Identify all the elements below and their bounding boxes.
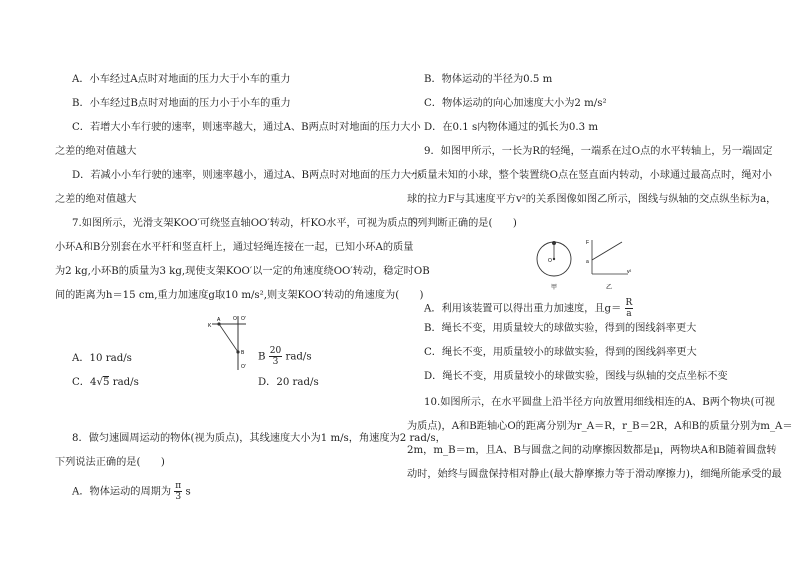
q7-stem-line2: 小环A和B分别套在水平杆和竖直杆上，通过轻绳连接在一起，已知小环A的质量 <box>55 242 414 253</box>
q6-option-d: D．若减小小车行驶的速率，则速率越小，通过A、B两点时对地面的压力大小 <box>72 170 422 181</box>
q9-option-d: D．绳长不变，用质量较小的球做实验，图线与纵轴的交点坐标不变 <box>424 371 728 382</box>
q7-figure <box>208 310 252 372</box>
q8-option-a: A．物体运动的周期为 $\frac{\pi}{3}$ s <box>72 481 191 502</box>
q7-stem-line4: 间的距离为h＝15 cm,重力加速度g取10 m/s²,则支架KOO′转动的角速度为( ) <box>55 290 424 301</box>
q9-option-b: B．绳长不变，用质量较大的球做实验，得到的图线斜率更大 <box>424 323 697 334</box>
q7-option-a: A．10 rad/s <box>72 353 132 364</box>
fig7-label-o2: O′ <box>241 316 246 322</box>
q8-option-d: D．在0.1 s内物体通过的弧长为0.3 m <box>424 122 598 133</box>
q8-stem-line1: 8．做匀速圆周运动的物体(视为质点)，其线速度大小为1 m/s，角速度为2 rad/s， <box>72 433 446 444</box>
q9-option-c: C．绳长不变，用质量较小的球做实验，得到的图线斜率更大 <box>424 347 697 358</box>
q10-stem-line3: 2m，m_B＝m，且A、B与圆盘之间的动摩擦因数都是μ，两物块A和B随着圆盘转 <box>407 445 777 456</box>
q7-stem-line1: 7.如图所示，光滑支架KOO′可绕竖直轴OO′转动，杆KO水平，可视为质点的 <box>72 218 418 229</box>
q7-stem-line3: 为2 kg,小环B的质量为3 kg,现使支架KOO′以一定的角速度绕OO′转动，稳定时OB <box>55 266 430 277</box>
q9-option-a: A．利用该装置可以得出重力加速度，且g＝ $\frac{R}{a}$ <box>424 298 633 319</box>
q9-stem-line1: 9．如图甲所示，一长为R的轻绳，一端系在过O点的水平转轴上，另一端固定 <box>424 146 773 157</box>
q8-option-c: C．物体运动的向心加速度大小为2 m/s² <box>424 98 607 109</box>
q10-stem-line2: 为质点)，A和B距轴心O的距离分别为r_A＝R，r_B＝2R，A和B的质量分别为m_A＝ <box>407 421 793 432</box>
q9-stem-line4: 下列判断正确的是( ) <box>407 218 517 229</box>
q7-option-c: C．4√5 rad/s <box>72 377 139 388</box>
q9-stem-line2: 一质量未知的小球，整个装置绕O点在竖直面内转动，小球通过最高点时，绳对小 <box>407 170 772 181</box>
fig9-label-o: O <box>548 258 552 264</box>
fig9-label-yi: 乙 <box>606 285 613 291</box>
q8-option-b: B．物体运动的半径为0.5 m <box>424 74 553 85</box>
q7-option-d: D．20 rad/s <box>258 377 319 388</box>
q9-figure-yi <box>584 236 636 292</box>
q10-stem-line4: 动时，始终与圆盘保持相对静止(最大静摩擦力等于滑动摩擦力)，细绳所能承受的最 <box>407 469 782 480</box>
q9-stem-line3: 球的拉力F与其速度平方v²的关系图像如图乙所示，图线与纵轴的交点纵坐标为a， <box>407 194 777 205</box>
q7-option-b: B $\frac{20}{3}$ rad/s <box>258 346 312 367</box>
q9-figure-jia <box>534 236 578 292</box>
fig7-label-k: K <box>208 323 212 329</box>
q6-option-b: B．小车经过B点时对地面的压力小于小车的重力 <box>72 98 291 109</box>
q6-option-c-cont: 之差的绝对值越大 <box>55 146 137 157</box>
fig7-label-a: A <box>217 317 221 323</box>
fig9-label-v2: v² <box>627 269 632 275</box>
fig7-label-bottom: O′ <box>241 364 246 370</box>
fig9-label-a: a <box>586 259 589 265</box>
q6-option-c: C．若增大小车行驶的速率，则速率越大，通过A、B两点时对地面的压力大小 <box>72 122 421 133</box>
q6-option-a: A．小车经过A点时对地面的压力大于小车的重力 <box>72 74 291 85</box>
q8-stem-line2: 下列说法正确的是( ) <box>55 457 165 468</box>
fig9-label-jia: 甲 <box>551 285 558 291</box>
fig7-label-b: B <box>241 350 245 356</box>
q6-option-d-cont: 之差的绝对值越大 <box>55 194 137 205</box>
q10-stem-line1: 10.如图所示，在水平圆盘上沿半径方向放置用细线相连的A、B两个物块(可视 <box>424 397 775 408</box>
fig7-label-o: O <box>233 316 237 322</box>
fig9-label-f: F <box>586 240 590 246</box>
